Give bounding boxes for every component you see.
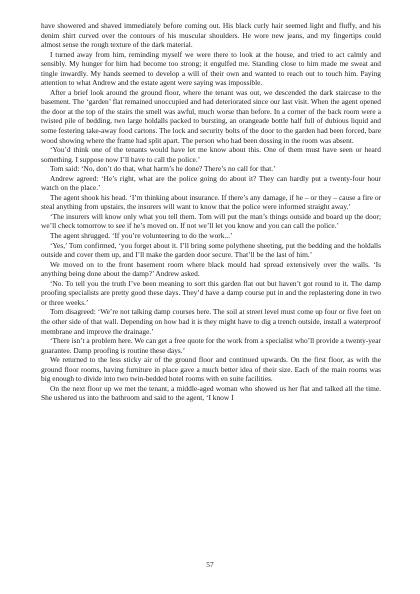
paragraph: Tom disagreed: ‘We’re not talking damp courses here. The soil at street level must come up four or five feet on the other side of that wall. Depending on how bad it is they might have to dig a trench outside, install a waterproof membrane and improve the drainage.’ xyxy=(41,307,381,336)
paragraph: ‘No. To tell you the truth I’ve been meaning to sort this garden flat out but haven’t got round to it. The damp proofing specialists are pretty good these days. They’d have a damp course put in and the replastering done in two or three weeks.’ xyxy=(41,278,381,307)
paragraph: The agent shook his head. ‘I’m thinking about insurance. If there’s any damage, if he – or they – cause a fire or steal anything from upstairs, the insurers will want to know that the police were informed straight away.’ xyxy=(41,192,381,212)
page-number: 57 xyxy=(206,560,214,569)
paragraph: Tom said: ‘No, don’t do that, what harm’s he done? There’s no call for that.’ xyxy=(50,164,276,174)
paragraph: ‘Yes,’ Tom confirmed, ‘you forget about it. I’ll bring some polythene sheeting, put the bedding and the holdalls outside and cover them up, and I’ll make the garden door secure. That’ll be the last of him.’ xyxy=(41,240,381,260)
paragraph: We returned to the less sticky air of the ground floor and continued upwards. On the first floor, as with the ground floor rooms, having furniture in place gave a much better idea of their size. Each of the main rooms was big enough to divide into two twin-bedded hotel rooms with en suite facilities. xyxy=(41,355,381,384)
paragraph: The agent shrugged. ‘If you’re volunteering to do the work...’ xyxy=(50,231,233,241)
paragraph: ‘The insurers will know only what you tell them. Tom will put the man’s things outside and board up the door; we’ll check tomorrow to see if he’s moved on. If not we’ll let you know and you can call the police.’ xyxy=(41,211,381,231)
paragraph: ‘You’d think one of the tenants would have let me know about this. One of them must have seen or heard something. I suppose now I’ll have to call the police.’ xyxy=(41,145,381,164)
paragraph: On the next floor up we met the tenant, a middle-aged woman who showed us her flat and talked all the time. She ushered us into the bathroom and said to the agent, ‘I know I xyxy=(41,383,381,403)
paragraph: ‘There isn’t a problem here. We can get a free quote for the work from a specialist who’ll provide a twenty-year guarantee. Damp proofing is routine these days.’ xyxy=(41,336,381,355)
paragraph: have showered and shaved immediately before coming out. His black curly hair seemed light and fluffy, and his denim shirt curved over the contours of his muscular shoulders. He wore new jeans, and my fingertips could almost sense the rough texture of the dark material. xyxy=(41,21,381,50)
paragraph: After a brief look around the ground floor, where the tenant was out, we descended the dark staircase to the basement. The ‘garden’ flat remained unoccupied and had deteriorated since our last visit. When the agent opened the door at the top of the stairs the smell was awful, much worse than before. In a corner of the back room were a twisted pile of bedding, two large holdalls packed to bursting, an orangeade bottle half full of dubious liquid and some festering take-away food cartons. The lock and security bolts of the door to the garden had been forced, bare wood showing where the frame had split apart. The person who had been dossing in the room was absent. xyxy=(41,87,381,145)
body-text xyxy=(41,21,381,403)
paragraph: Andrew agreed: ‘He’s right, what are the police going do about it? They can hardly put a twenty-four hour watch on the place.’ xyxy=(41,173,381,193)
paragraph: We moved on to the front basement room where black mould had spread extensively over the walls. ‘Is anything being done about the damp?’ Andrew asked. xyxy=(41,259,381,279)
paragraph: I turned away from him, reminding myself we were there to look at the house, and tried to act calmly and sensibly. My hunger for him had become too strong; it engulfed me. Standing close to him made me sweat and tingle inwardly. My hands seemed to develop a will of their own and wanted to reach out to touch him. Paying attention to what Andrew and the estate agent were saying was impossible. xyxy=(41,49,381,88)
